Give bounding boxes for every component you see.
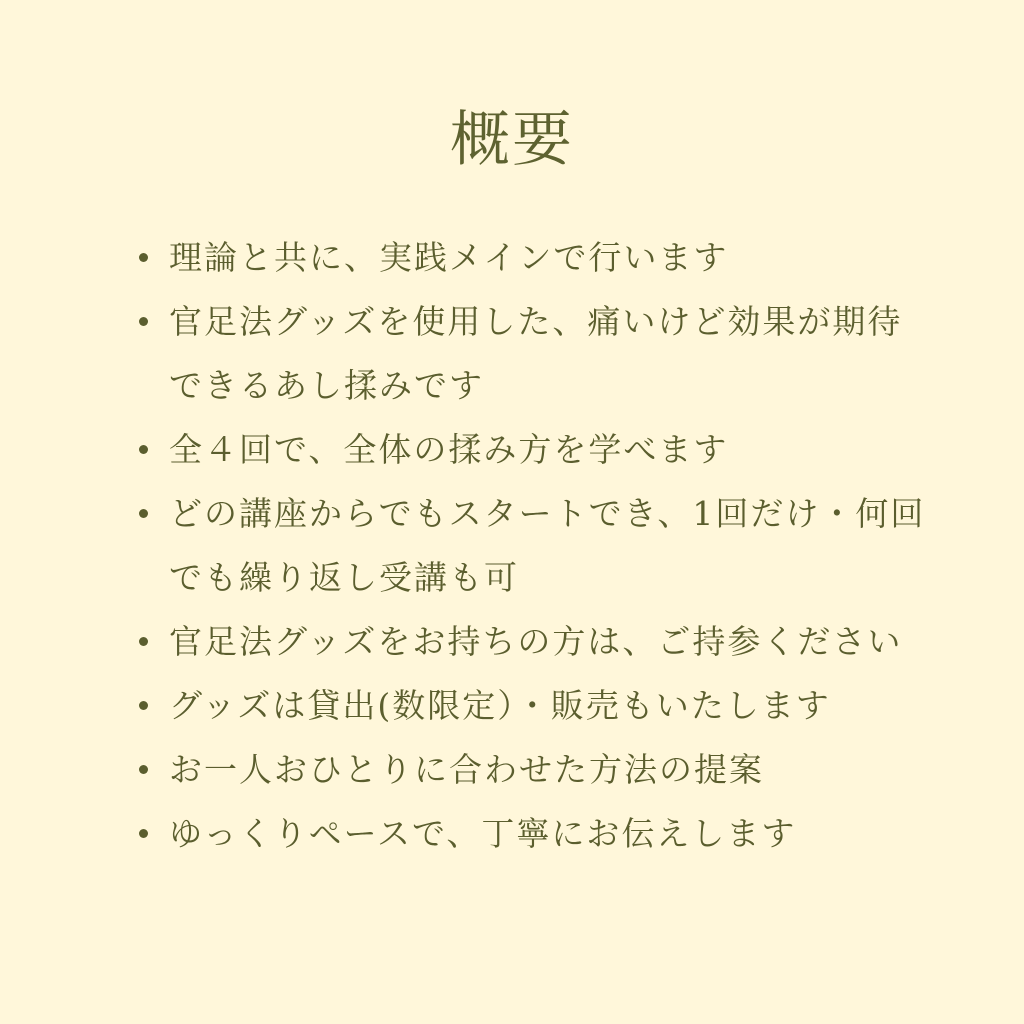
- list-item-text: 理論と共に、実践メインで行います: [169, 238, 729, 277]
- list-item-text: お一人おひとりに合わせた方法の提案: [169, 750, 764, 789]
- list-item: [135, 290, 935, 418]
- list-item: [135, 802, 935, 866]
- list-item: [135, 226, 935, 290]
- bullet-icon: [139, 829, 148, 838]
- bullet-icon: [139, 509, 148, 518]
- list-item: [135, 738, 935, 802]
- overview-list: [135, 226, 935, 866]
- bullet-icon: [139, 317, 148, 326]
- list-item-text: 官足法グッズをお持ちの方は、ご持参ください: [169, 622, 903, 661]
- bullet-icon: [139, 253, 148, 262]
- bullet-icon: [139, 637, 148, 646]
- list-item: [135, 674, 935, 738]
- list-item-text: 官足法グッズを使用した、痛いけど効果が期待できるあし揉みです: [169, 302, 903, 405]
- list-item: [135, 610, 935, 674]
- list-item: [135, 418, 935, 482]
- list-item-text: 全４回で、全体の揉み方を学べます: [169, 430, 729, 469]
- list-item-text: どの講座からでもスタートでき、1回だけ・何回でも繰り返し受講も可: [169, 494, 926, 597]
- page-title: 概要: [450, 105, 574, 175]
- bullet-icon: [139, 701, 148, 710]
- list-item-text: グッズは貸出(数限定）・販売もいたします: [169, 686, 831, 725]
- list-item-text: ゆっくりペースで、丁寧にお伝えします: [169, 814, 797, 853]
- list-item: [135, 482, 935, 610]
- bullet-icon: [139, 765, 148, 774]
- bullet-icon: [139, 445, 148, 454]
